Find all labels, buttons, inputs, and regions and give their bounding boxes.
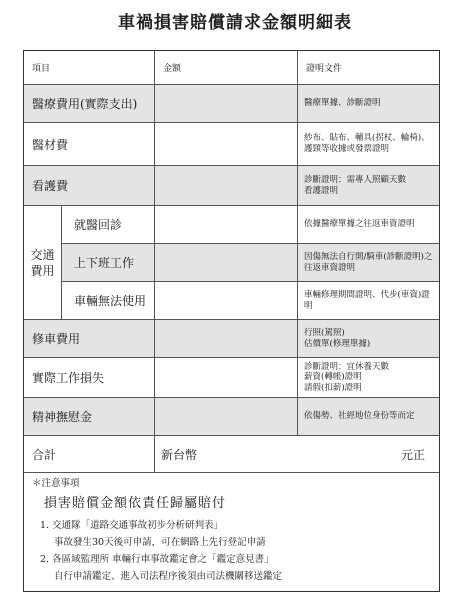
row-repair-proof: 行照(駕照) 估價單(修理單據) (298, 320, 439, 358)
total-label: 合計 (24, 436, 155, 473)
notes-line-1: 1. 交通隊「道路交通事故初步分析研判表」 (40, 520, 224, 531)
total-amount-cell (155, 436, 439, 473)
row-supplies-amount (155, 123, 298, 166)
row-commute-proof: 因傷無法自行開/騎車(診斷證明)之往返車資證明 (298, 244, 439, 282)
row-clinic-amount (155, 206, 298, 244)
row-nursing-amount (155, 166, 298, 206)
row-vehicle-item: 車輛無法使用 (62, 282, 155, 320)
row-workloss-item: 實際工作損失 (24, 358, 155, 398)
row-workloss-proof: 診斷證明：宜休養天數 薪資(轉帳)證明 請假(扣薪)證明 (298, 358, 439, 398)
row-supplies-item: 醫材費 (24, 123, 155, 166)
row-supplies-proof: 紗布、貼布、輔具(拐杖、輪椅)、護頸等收據或發票證明 (298, 123, 439, 166)
transport-group-label: 交通 費用 (24, 206, 62, 320)
row-medical-amount (155, 85, 298, 123)
row-nursing-item: 看護費 (24, 166, 155, 206)
notes-line-2: 事故發生30天後可申請，可在網路上先行登記申請 (54, 537, 266, 548)
row-nursing-proof: 診斷證明：需專人照顧天數 看護證明 (298, 166, 439, 206)
notes-subtitle: 損害賠償金額依責任歸屬賠付 (44, 496, 227, 511)
row-consolation-proof: 依傷勢、社經地位身份等而定 (298, 398, 439, 436)
total-unit: 元正 (400, 447, 425, 462)
notes-heading: ＊注意事項 (32, 478, 80, 489)
row-clinic-proof: 依據醫療單據之往返車資證明 (298, 206, 439, 244)
header-item: 項目 (24, 51, 155, 85)
header-proof: 證明文件 (298, 51, 439, 85)
row-commute-item: 上下班工作 (62, 244, 155, 282)
row-vehicle-proof: 車輛修理期間證明、代步(車資)證明 (298, 282, 439, 320)
row-vehicle-amount (155, 282, 298, 320)
row-clinic-item: 就醫回診 (62, 206, 155, 244)
notes-line-4: 自行申請鑑定、進入司法程序後須由司法機關移送鑑定 (54, 571, 283, 582)
notes-line-3: 2. 各區域監理所 車輛行車事故鑑定會之「鑑定意見書」 (40, 554, 274, 565)
row-consolation-item: 精神撫慰金 (24, 398, 155, 436)
row-workloss-amount (155, 358, 298, 398)
row-commute-amount (155, 244, 298, 282)
header-amount: 金額 (155, 51, 298, 85)
row-medical-item: 醫療費用(實際支出) (24, 85, 155, 123)
page-title: 車禍損害賠償請求金額明細表 (118, 13, 352, 33)
total-currency: 新台幣 (161, 447, 198, 462)
row-consolation-amount (155, 398, 298, 436)
claim-table (23, 50, 440, 592)
row-repair-item: 修車費用 (24, 320, 155, 358)
row-repair-amount (155, 320, 298, 358)
row-medical-proof: 醫療單據、診斷證明 (298, 85, 439, 123)
